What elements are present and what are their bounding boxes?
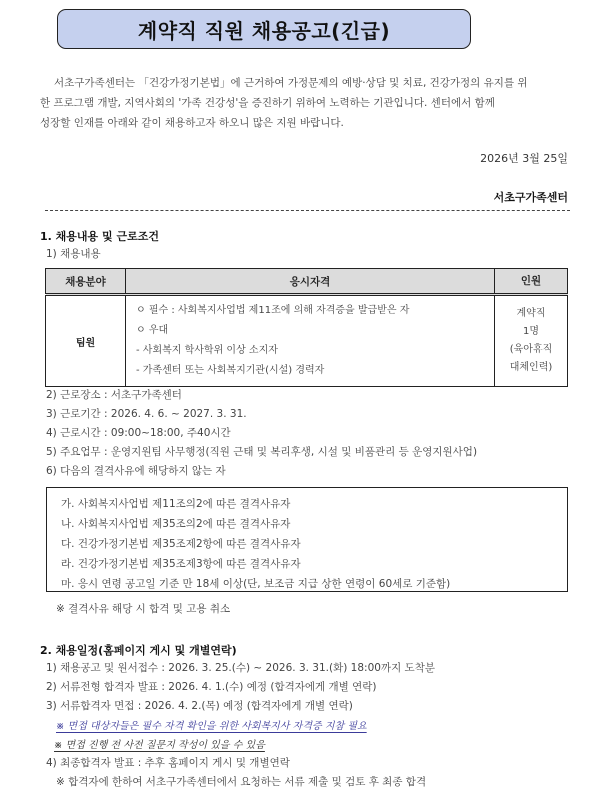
- header-qualifications: 응시자격: [126, 269, 495, 295]
- qualification-item: - 사회복지 학사학위 이상 소지자: [136, 345, 278, 356]
- section2-heading: 2. 채용일정(홈페이지 게시 및 개별연락): [40, 644, 237, 657]
- page-title: 계약직 직원 채용공고(긴급): [137, 18, 391, 43]
- section1-sub1: 1) 채용내용: [46, 248, 101, 260]
- headcount-line: 1명: [522, 326, 540, 337]
- cell-qualifications: [126, 295, 495, 387]
- notice-date: 2026년 3월 25일: [480, 152, 568, 165]
- table-row: [46, 295, 568, 387]
- intro-line: 한 프로그램 개발, 지역사회의 '가족 건강성'을 증진하기 위하여 노력하는 기관입니다. 센터에서 함께: [40, 97, 495, 109]
- cell-field: 팀원: [46, 295, 126, 387]
- final-note: ※ 합격자에 한하여 서초구가족센터에서 요청하는 서류 제출 및 검토 후 최종 합격: [56, 776, 427, 788]
- headcount-line: (육아휴직: [509, 344, 553, 355]
- disqualification-item: 마. 응시 연령 공고일 기준 만 18세 이상(단, 보조금 지급 상한 연령이 60세로 기준함): [61, 578, 451, 590]
- qualification-item: ㅇ 우대: [136, 325, 169, 336]
- disqualification-box: [46, 487, 568, 592]
- schedule-item-2: 2) 서류전형 합격자 발표 : 2026. 4. 1.(수) 예정 (합격자에게 개별 연락): [46, 681, 377, 693]
- disqualification-item: 라. 건강가정기본법 제35조제3항에 따른 결격사유자: [61, 558, 301, 570]
- qualification-item: - 가족센터 또는 사회복지기관(시설) 경력자: [136, 365, 325, 376]
- recruitment-table: [45, 268, 568, 387]
- intro-line: 서초구가족센터는 「건강가정기본법」에 근거하여 가정문제의 예방·상담 및 치료, 건강가정의 유지를 위: [54, 77, 528, 89]
- work-period: 3) 근로기간 : 2026. 4. 6. ~ 2027. 3. 31.: [46, 408, 247, 420]
- disqualification-intro: 6) 다음의 결격사유에 해당하지 않는 자: [46, 465, 226, 477]
- headcount-line: 계약직: [516, 308, 546, 319]
- schedule-item-3: 3) 서류합격자 면접 : 2026. 4. 2.(목) 예정 (합격자에게 개별 연락): [46, 700, 353, 712]
- interview-note-certificate: ※ 면접 대상자들은 필수 자격 확인을 위한 사회복지사 자격증 지참 필요: [56, 721, 367, 732]
- header-headcount: 인원: [495, 269, 568, 295]
- section1-heading: 1. 채용내용 및 근로조건: [40, 230, 159, 243]
- intro-line: 성장할 인재를 아래와 같이 채용하고자 하오니 많은 지원 바랍니다.: [40, 117, 344, 129]
- main-duties: 5) 주요업무 : 운영지원팀 사무행정(직원 근태 및 복리후생, 시설 및 비품관리 등 운영지원사업): [46, 446, 478, 458]
- disqualification-note: ※ 결격사유 해당 시 합격 및 고용 취소: [56, 603, 231, 615]
- title-banner: [57, 9, 471, 49]
- table-header-row: [46, 269, 568, 295]
- work-hours: 4) 근로시간 : 09:00~18:00, 주40시간: [46, 427, 231, 439]
- disqualification-item: 나. 사회복지사업법 제35조의2에 따른 결격사유자: [61, 518, 291, 530]
- cell-headcount: [495, 295, 568, 387]
- disqualification-item: 다. 건강가정기본법 제35조제2항에 따른 결격사유자: [61, 538, 301, 550]
- headcount-line: 대체인력): [509, 362, 553, 373]
- schedule-item-1: 1) 채용공고 및 원서접수 : 2026. 3. 25.(수) ~ 2026. 3. 31.(화) 18:00까지 도착분: [46, 662, 435, 674]
- header-field: 채용분야: [46, 269, 126, 295]
- interview-note-questionnaire: ※ 면접 진행 전 사전 질문지 작성이 있을 수 있음: [54, 740, 265, 751]
- intro-paragraph: [40, 73, 574, 133]
- schedule-item-4: 4) 최종합격자 발표 : 추후 홈페이지 게시 및 개별연락: [46, 757, 290, 769]
- disqualification-item: 가. 사회복지사업법 제11조의2에 따른 결격사유자: [61, 498, 291, 510]
- work-location: 2) 근로장소 : 서초구가족센터: [46, 389, 182, 401]
- dashed-divider: [45, 210, 570, 211]
- qualification-item: ㅇ 필수 : 사회복지사업법 제11조에 의해 자격증을 발급받은 자: [136, 305, 410, 316]
- organization-name: 서초구가족센터: [493, 191, 568, 204]
